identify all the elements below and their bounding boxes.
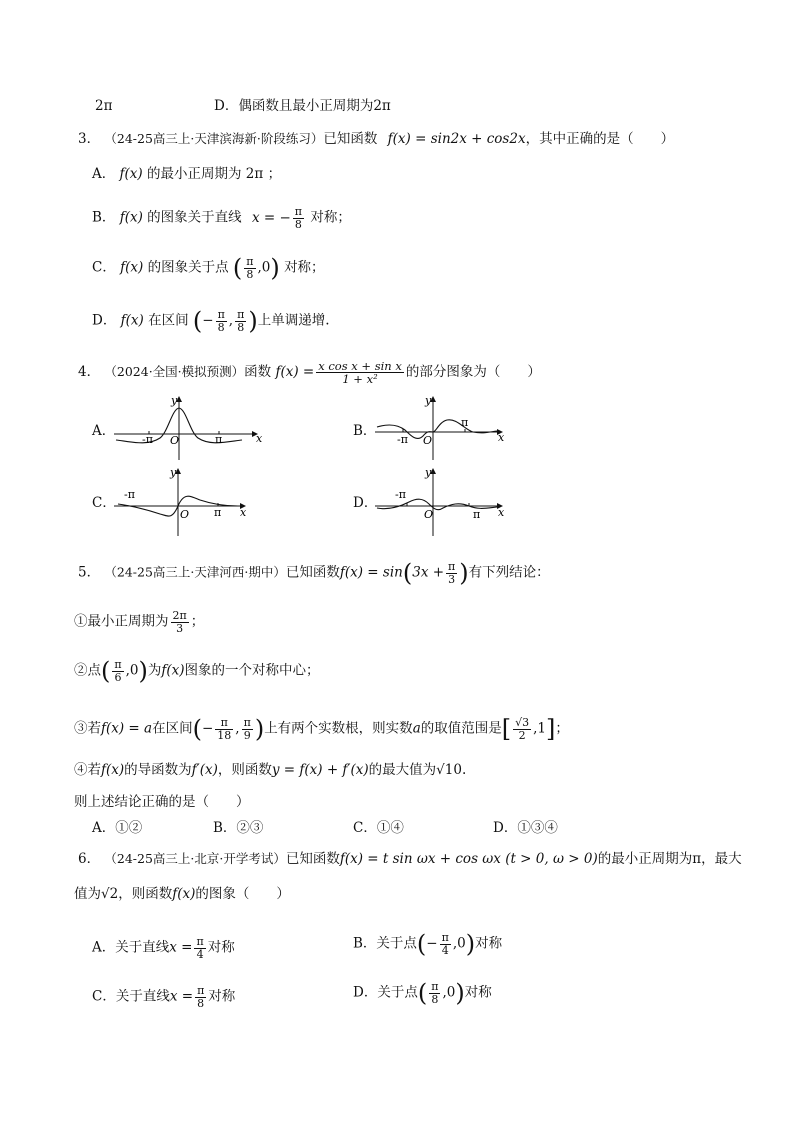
- question-number: 4．: [78, 364, 101, 381]
- statement-text: ；: [190, 613, 205, 630]
- q4-stem: [78, 360, 541, 385]
- q5-option-a: [92, 822, 142, 836]
- paren: (: [192, 715, 202, 744]
- stem-text: 的部分图象为（ ）: [405, 364, 541, 381]
- option-text: 对称: [208, 988, 236, 1005]
- paren: (: [232, 254, 243, 283]
- tick-pi: π: [214, 506, 222, 519]
- statement-text: ；: [555, 720, 569, 737]
- fraction: $\frac{\pi}{8}$: [294, 205, 303, 231]
- paren: ): [455, 979, 465, 1008]
- question-number: 3．: [78, 131, 101, 147]
- statement-text: .: [461, 762, 467, 778]
- q4-graph-b: [373, 394, 508, 464]
- option-text: 的图象关于点: [147, 259, 229, 276]
- math-value: ,0: [452, 935, 466, 952]
- tick-pi: π: [473, 508, 481, 521]
- math-value: ,0: [442, 984, 456, 1001]
- stem-text: 已知函数: [285, 851, 340, 867]
- option-label: C．: [92, 259, 116, 276]
- math-expression: 3x +: [412, 564, 445, 581]
- math-value: −: [201, 720, 214, 737]
- q6-option-a: [92, 936, 235, 960]
- math-value: √2: [101, 886, 119, 902]
- q4-label-b: B．: [353, 423, 377, 439]
- fraction: $\frac{\pi}{4}$: [196, 935, 204, 961]
- option-label: D．: [92, 312, 117, 329]
- tick-neg-pi: -π: [124, 488, 135, 501]
- math-value: −: [426, 935, 438, 952]
- statement-text: 的导函数为: [124, 762, 192, 778]
- option-text: 关于直线: [115, 939, 170, 956]
- math-expression: y = f(x) + f′(x): [271, 762, 369, 778]
- option-label: D．: [214, 98, 239, 114]
- option-label: C．: [353, 820, 377, 836]
- fraction: $\frac{\pi}{8}$: [431, 980, 439, 1006]
- q4-label-a: A．: [92, 423, 116, 439]
- question-source: （24-25高三上·天津河西·期中）: [104, 564, 286, 580]
- q5-option-d: [493, 822, 558, 836]
- x-label: x: [256, 432, 263, 445]
- statement-text: ①最小正周期为: [74, 613, 169, 630]
- tick-neg-pi: -π: [142, 433, 153, 446]
- q4-graph-c: [112, 466, 252, 538]
- function-expression: f(x) = t sin ωx + cos ωx (t > 0, ω > 0): [339, 851, 598, 867]
- math-expression: x = −: [251, 209, 291, 226]
- function-name: f′(x): [191, 762, 218, 778]
- y-label: y: [425, 466, 432, 479]
- origin-label: O: [170, 434, 180, 447]
- fraction: $\frac{\pi}{4}$: [441, 931, 449, 957]
- paren: ): [459, 559, 469, 588]
- fraction: $\frac{\text{x cos x + sin x}}{\text{1 + x²}}$: [318, 359, 402, 387]
- function-name: f(x): [101, 762, 125, 778]
- q4-graph-d: [373, 466, 508, 538]
- statement-text: 的最大值为: [368, 762, 437, 778]
- statement-text: ，则函数: [217, 762, 272, 778]
- origin-label: O: [423, 434, 433, 447]
- option-label: A．: [92, 939, 116, 956]
- paren: (: [402, 559, 413, 588]
- fraction: $\frac{\pi}{8}$: [246, 255, 254, 281]
- option-text: ①③④: [517, 820, 558, 836]
- option-text: 偶函数且最小正周期为2π: [238, 98, 391, 114]
- math-value: √10: [436, 762, 462, 778]
- function-name: f(x): [119, 209, 143, 226]
- fraction: $\frac{\pi}{8}$: [197, 984, 205, 1010]
- bracket: ]: [546, 715, 556, 744]
- q5-option-b: [213, 822, 263, 836]
- option-text: 对称: [475, 935, 503, 952]
- q5-stem: [78, 559, 550, 588]
- tick-neg-pi: -π: [397, 433, 408, 446]
- option-text: 的最小正周期为: [147, 166, 242, 182]
- math-expression: f(x) = a: [101, 720, 153, 737]
- paren: (: [192, 307, 203, 336]
- function-name: f(x) =: [275, 364, 315, 381]
- origin-label: O: [180, 508, 190, 521]
- function-name: f(x): [119, 166, 143, 182]
- math-value: ,0: [257, 259, 271, 276]
- q5-statement-2: [74, 657, 320, 686]
- paren: ): [248, 307, 258, 336]
- tick-pi: π: [215, 433, 223, 446]
- fraction: $\frac{\pi}{8}$: [237, 308, 245, 334]
- option-label: D．: [353, 984, 378, 1001]
- option-text: 的图象关于直线: [147, 209, 242, 226]
- option-label: B．: [353, 935, 377, 952]
- q4-label-c: C．: [92, 495, 116, 511]
- math-value: 2π: [245, 166, 264, 182]
- q6-option-b: [353, 930, 503, 959]
- option-label: D．: [493, 820, 518, 836]
- stem-text: ，其中正确的是（ ）: [525, 131, 675, 147]
- option-text: 关于直线: [115, 988, 170, 1005]
- stem-text: 函数: [244, 364, 272, 381]
- math-expression: x =: [169, 988, 194, 1005]
- q5-statement-4: [74, 764, 466, 778]
- option-text: ②③: [236, 820, 264, 836]
- option-text: 上单调递增.: [257, 312, 330, 329]
- paren: ): [465, 930, 476, 959]
- paren: (: [101, 657, 111, 686]
- fraction: $\frac{\pi}{18}$: [217, 716, 232, 742]
- paren: ): [270, 254, 280, 283]
- q3-option-b: [92, 206, 351, 230]
- math-value: −: [202, 312, 214, 329]
- paren: ): [254, 715, 265, 744]
- statement-text: ④若: [74, 762, 101, 778]
- q6-option-c: [92, 985, 235, 1009]
- option-text: 对称: [207, 939, 235, 956]
- q6-stem: [78, 853, 742, 867]
- option-text: 对称；: [310, 209, 351, 226]
- option-text: 对称；: [284, 259, 325, 276]
- q5-ask: 则上述结论正确的是（ ）: [74, 794, 250, 810]
- stem-text: 值为: [74, 886, 101, 902]
- variable: a: [412, 720, 421, 737]
- fraction: $\frac{\pi}{3}$: [448, 560, 456, 586]
- prev-option-c-tail: 2π: [95, 98, 113, 114]
- paren: (: [417, 979, 428, 1008]
- fraction: $\frac{√3}{2}$: [515, 716, 530, 742]
- q5-statement-1: [74, 610, 204, 634]
- x-label: x: [498, 506, 505, 519]
- statement-text: 图象的一个对称中心；: [184, 662, 320, 679]
- bracket: [: [501, 715, 512, 744]
- question-number: 6．: [78, 851, 101, 867]
- stem-text: ，则函数: [118, 886, 173, 902]
- option-label: B．: [213, 820, 237, 836]
- prev-option-d: [214, 100, 391, 114]
- statement-text: 上有两个实数根，则实数: [264, 720, 413, 737]
- function-name: f(x): [161, 662, 185, 679]
- option-label: C．: [92, 988, 116, 1005]
- fraction: $\frac{2\pi}{3}$: [172, 609, 187, 635]
- paren: ): [138, 657, 148, 686]
- question-number: 5．: [78, 564, 101, 581]
- q5-option-c: [353, 822, 404, 836]
- function-name: f(x): [172, 886, 196, 902]
- fraction: $\frac{\pi}{6}$: [114, 658, 122, 684]
- q4-graph-a: [112, 394, 262, 464]
- question-source: （2024·全国·模拟预测）: [104, 364, 245, 380]
- q6-option-d: [353, 979, 492, 1008]
- statement-text: 为: [147, 662, 162, 679]
- option-label: A．: [92, 820, 116, 836]
- function-name: f(x): [120, 312, 144, 329]
- statement-text: ②点: [74, 662, 101, 679]
- function-expression: f(x) = sin2x + cos2x: [387, 131, 526, 147]
- q3-option-a: [92, 168, 281, 182]
- tick-pi: π: [461, 416, 469, 429]
- math-value: ,0: [125, 662, 139, 679]
- paren: (: [416, 930, 427, 959]
- function-name: f(x) = sin: [339, 564, 403, 581]
- math-value: ,1: [533, 720, 547, 737]
- statement-text: ③若: [74, 720, 101, 737]
- option-text: 对称: [464, 984, 492, 1001]
- option-text: ①④: [376, 820, 404, 836]
- statement-text: 在区间: [152, 720, 193, 737]
- option-text: 关于点: [376, 935, 417, 952]
- y-label: y: [170, 466, 177, 479]
- stem-text: 的图象（ ）: [195, 886, 290, 902]
- q5-statement-3: ③若f(x) = a在区间(− $\frac{\pi}{18}$ , $\frac{\pi}{9}$ )上有两个实数根，则实数a的取值范围是[ $\frac{√3}{2}$ ,1]；: [74, 715, 569, 744]
- option-text: 在区间: [148, 312, 189, 329]
- option-text: ①②: [115, 820, 143, 836]
- curve: [377, 420, 497, 439]
- y-label: y: [425, 394, 432, 407]
- option-label: A．: [92, 166, 116, 182]
- q6-stem-line2: [74, 888, 290, 902]
- statement-text: 的取值范围是: [420, 720, 502, 737]
- stem-text: 已知函数: [323, 131, 378, 147]
- option-text: 关于点: [377, 984, 418, 1001]
- x-label: x: [240, 506, 247, 519]
- y-label: y: [171, 394, 178, 407]
- stem-text: 已知函数: [285, 564, 340, 581]
- origin-label: O: [424, 508, 434, 521]
- question-source: （24-25高三上·天津滨海新·阶段练习）: [104, 131, 324, 146]
- q3-stem: [78, 133, 674, 147]
- fraction: $\frac{\pi}{8}$: [217, 308, 225, 334]
- tick-neg-pi: -π: [395, 488, 406, 501]
- q3-option-c: [92, 254, 325, 283]
- fraction: $\frac{\pi}{9}$: [243, 716, 251, 742]
- function-name: f(x): [120, 259, 144, 276]
- option-text: ；: [267, 166, 282, 182]
- x-label: x: [498, 431, 505, 444]
- q3-option-d: D． f(x) 在区间 (− $\frac{\pi}{8}$ , $\frac{\pi}{8}$ )上单调递增.: [92, 307, 330, 336]
- q4-label-d: D．: [353, 495, 378, 511]
- stem-text: 的最小正周期为π，最大: [597, 851, 742, 867]
- question-source: （24-25高三上·北京·开学考试）: [104, 851, 286, 866]
- stem-text: 有下列结论：: [468, 564, 550, 581]
- option-label: B．: [92, 209, 116, 226]
- math-expression: x =: [169, 939, 193, 956]
